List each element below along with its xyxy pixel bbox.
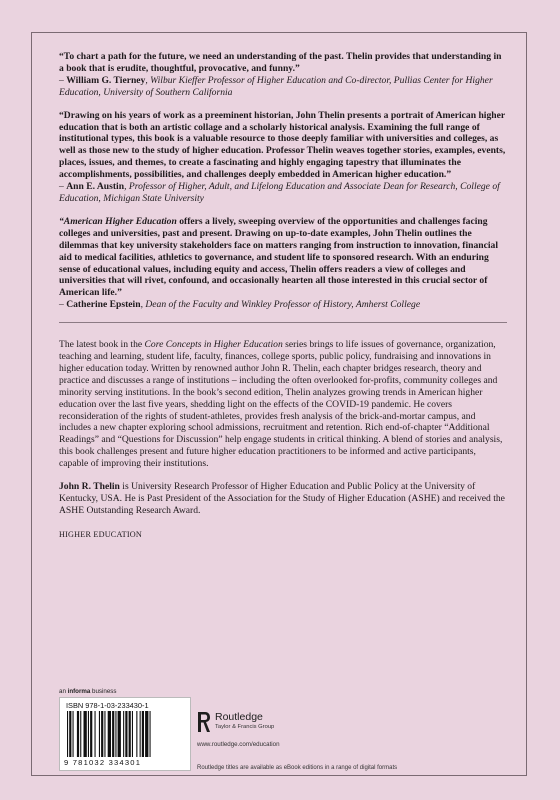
barcode-bar	[125, 711, 127, 757]
back-cover-content	[59, 51, 507, 540]
barcode-number: 9 781032 334301	[64, 758, 142, 767]
routledge-logo-icon	[197, 711, 211, 733]
barcode-bar	[104, 711, 105, 757]
endorsement-1	[59, 51, 507, 99]
barcode-bar	[84, 711, 87, 757]
description-body: series brings to life issues of governance, organization, teaching and learning, student life, faculty, finances, college sports, public policy, fundraising and innovations in higher education today. Written by renowned author John R. Thelin, each chapter bridges research, theory and practice and discusses a range of institutions – including the often overlooked for-profits, community colleges and minority serving institutions. In the book’s second edition, Thelin analyzes growing trends in American higher education over the last five years, shedding light on the effects of the COVID-19 pandemic. He covers reconsideration of the rights of student-athletes, provides fresh analysis of the brick-and-mortar campus, and includes a new chapter exploring school admissions, recruitment and retention. Rich end-of-chapter “Additional Readings” and “Questions for Discussion” help engage students in critical thinking. A blend of stories and analysis, this book challenges present and future higher education practitioners to be informed and active participants, capable of improving their institutions.	[59, 339, 503, 470]
endorser-name: Catherine Epstein	[66, 299, 141, 311]
barcode-bar	[101, 711, 103, 757]
endorsement-2	[59, 110, 507, 205]
barcode-bar	[150, 711, 151, 757]
barcode-bar	[69, 711, 71, 757]
author-bio	[59, 481, 507, 517]
barcode-bar	[90, 711, 92, 757]
book-description	[59, 339, 507, 470]
barcode-bar	[99, 711, 100, 757]
endorsement-attribution	[59, 299, 507, 311]
endorsement-quote: “To chart a path for the future, we need an understanding of the past. Thelin provides that understanding in a book that is erudite, thoughtful, provocative, and funny.”	[59, 51, 502, 74]
barcode-bar	[140, 711, 141, 757]
endorser-role: , Dean of the Faculty and Winkley Professor of History, Amherst College	[140, 299, 421, 311]
barcode-bar	[73, 711, 74, 757]
informa-post: business	[90, 688, 117, 695]
barcode-bar	[88, 711, 89, 757]
barcode-bar	[95, 711, 96, 757]
subject-category: HIGHER EDUCATION	[59, 529, 143, 539]
barcode-bar	[129, 711, 131, 757]
barcode-bar	[142, 711, 144, 757]
endorsement-quote-body: offers a lively, sweeping overview of the opportunities and challenges facing colleges and universities, past and present. Drawing on up-to-date examples, John Thelin outlines the dilemmas that key university stakeholders face on matters ranging from instruction to innovation, financial aid to medical facilities, athletics to governance, and student life to sponsored research. With an enduring sense of educational values, including equity and access, Thelin offers readers a view of colleges and universities that will rivet, confound, and occasionally hearten all those interested in this crucial sector of American life.”	[59, 215, 498, 299]
attribution-dash: –	[59, 181, 67, 193]
barcode-bar	[132, 711, 133, 757]
barcode-bar	[77, 711, 79, 757]
author-name: John R. Thelin	[59, 481, 120, 493]
publisher-group: Taylor & Francis Group	[215, 724, 275, 730]
barcode-bar	[112, 711, 114, 757]
author-bio-text: is University Research Professor of Higher Education and Public Policy at the University of Kentucky, USA. He is Past President of the Association for the Study of Higher Education (ASHE) and received the ASHE Outstanding Research Award.	[59, 481, 505, 516]
isbn-barcode	[59, 697, 191, 771]
barcode-bar	[108, 711, 111, 757]
attribution-dash: –	[59, 299, 67, 311]
endorser-role: , Professor of Higher, Adult, and Lifelong Education and Associate Dean for Research, College of Education, Michigan State University	[59, 181, 500, 204]
publisher-name: Routledge	[215, 711, 263, 723]
informa-business-label	[59, 688, 116, 695]
series-title: Core Concepts in Higher Education	[144, 339, 283, 351]
endorsement-attribution	[59, 75, 507, 99]
barcode-bar	[123, 711, 124, 757]
barcode-bar	[136, 711, 137, 757]
barcode-bar	[80, 711, 81, 757]
description-intro: The latest book in the	[59, 339, 145, 351]
publisher-url[interactable]: www.routledge.com/education	[197, 741, 280, 748]
endorsement-3	[59, 216, 507, 311]
endorsement-attribution	[59, 181, 507, 205]
isbn-label: ISBN 978-1-03-233430-1	[66, 701, 149, 710]
ebook-note: Routledge titles are available as eBook editions in a range of digital formats	[197, 765, 398, 771]
book-title-italic: “American Higher Education	[59, 215, 177, 227]
endorser-name: William G. Tierney	[66, 74, 146, 86]
attribution-dash: –	[59, 74, 67, 86]
informa-pre: an	[59, 688, 68, 695]
barcode-bars	[67, 711, 183, 757]
informa-brand: informa	[67, 688, 91, 695]
endorser-name: Ann E. Austin	[66, 181, 125, 193]
barcode-bar	[115, 711, 116, 757]
barcode-bar	[67, 711, 68, 757]
endorser-role: , Wilbur Kieffer Professor of Higher Education and Co-director, Pullias Center for Higher Education, University of Southern California	[59, 74, 493, 98]
section-divider	[59, 322, 507, 323]
endorsement-quote	[59, 216, 507, 299]
endorsement-quote: “Drawing on his years of work as a preeminent historian, John Thelin presents a portrait of American higher education that is both an artistic collage and a scholarly historical analysis. Examining the full range of institutional types, this book is a valuable resource to those deeply familiar with universities and colleges, as well as those new to the study of higher education. Professor Thelin weaves together stories, examples, events, places, issues, and themes, to create a fascinating and highly engaging tapestry that illuminates the accomplishments, possibilities, and challenges deeply embedded in American higher education.”	[59, 109, 506, 181]
barcode-bar	[118, 711, 121, 757]
barcode-bar	[145, 711, 148, 757]
